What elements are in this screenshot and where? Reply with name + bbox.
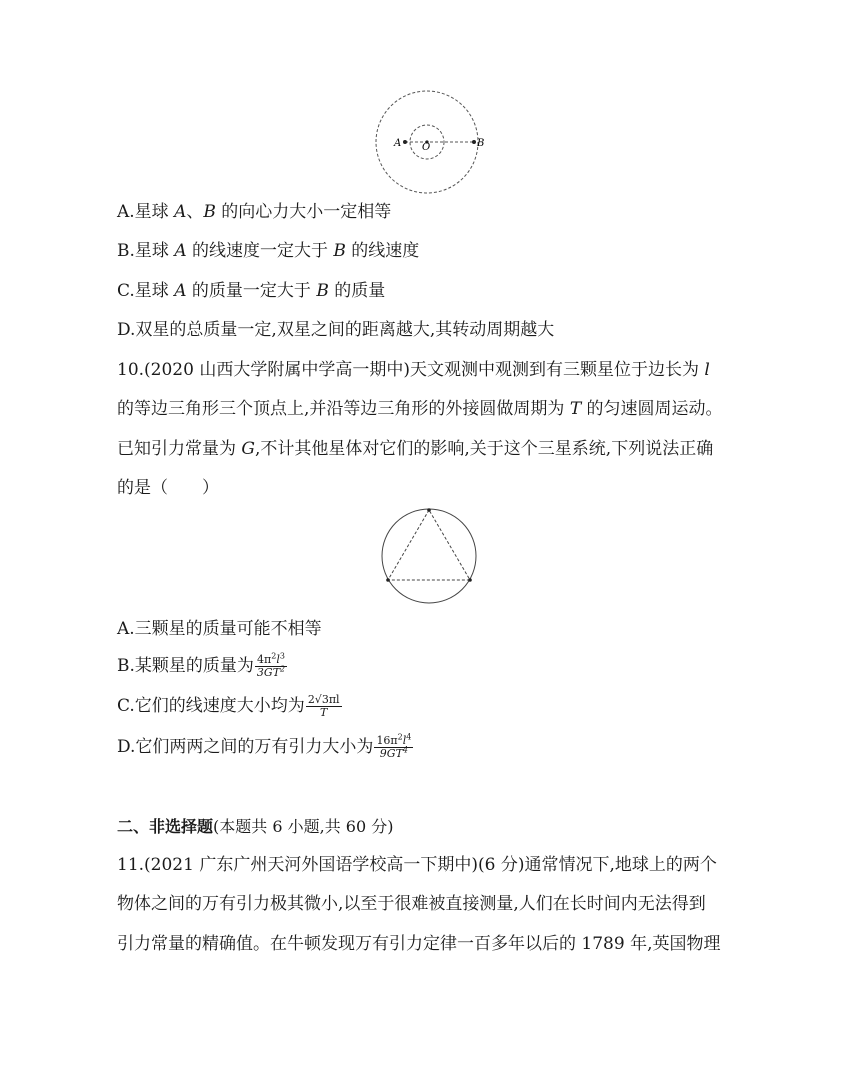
star-a [403,140,407,144]
fraction-mass: $\frac{4\pi^2l^3}{3GT^2}$ [256,651,286,679]
star-top [427,508,431,512]
equilateral-triangle [388,510,470,580]
label-a: A [394,138,402,149]
q11-line-1: 11.(2021 广东广州天河外国语学校高一下期中)(6 分)通常情况下,地球上的两个 [117,855,717,875]
q9-option-a: A.星球 A、B 的向心力大小一定相等 [117,202,392,222]
binary-star-figure [372,90,502,200]
fraction-force: $\frac{16\pi^2l^4}{9GT^4}$ [376,732,412,760]
q10-stem-line-4: 的是（ ） [117,478,219,498]
label-b: B [477,138,485,149]
q10-option-b: B.某颗星的质量为 $\frac{4\pi^2l^3}{3GT^2}$ [117,651,286,679]
star-b [472,140,476,144]
circumcircle [382,509,476,603]
q9-option-b: B.星球 A 的线速度一定大于 B 的线速度 [117,241,420,261]
q9-option-c: C.星球 A 的质量一定大于 B 的质量 [117,281,386,301]
star-left [386,578,390,582]
q11-line-2: 物体之间的万有引力极其微小,以至于很难被直接测量,人们在长时间内无法得到 [117,894,706,914]
q10-option-c: C.它们的线速度大小均为 $\frac{2√3\pi l}{T}$ [117,693,340,719]
triangle-circle-figure [380,508,480,608]
fraction-velocity: $\frac{2√3\pi l}{T}$ [307,693,340,719]
label-o: O [422,142,431,153]
q11-line-3: 引力常量的精确值。在牛顿发现万有引力定律一百多年以后的 1789 年,英国物理 [117,934,721,954]
q10-stem-line-1: 10.(2020 山西大学附属中学高一期中)天文观测中观测到有三颗星位于边长为 l [117,360,710,380]
q9-option-d: D.双星的总质量一定,双星之间的距离越大,其转动周期越大 [117,320,555,340]
q10-stem-line-2: 的等边三角形三个顶点上,并沿等边三角形的外接圆做周期为 T 的匀速圆周运动。 [117,399,723,419]
q10-stem-line-3: 已知引力常量为 G,不计其他星体对它们的影响,关于这个三星系统,下列说法正确 [117,439,714,459]
section-heading: 二、非选择题(本题共 6 小题,共 60 分) [117,817,394,836]
q10-option-d: D.它们两两之间的万有引力大小为 $\frac{16\pi^2l^4}{9GT^4}$ [117,732,412,760]
q10-option-a: A.三颗星的质量可能不相等 [117,619,322,639]
star-right [468,578,472,582]
